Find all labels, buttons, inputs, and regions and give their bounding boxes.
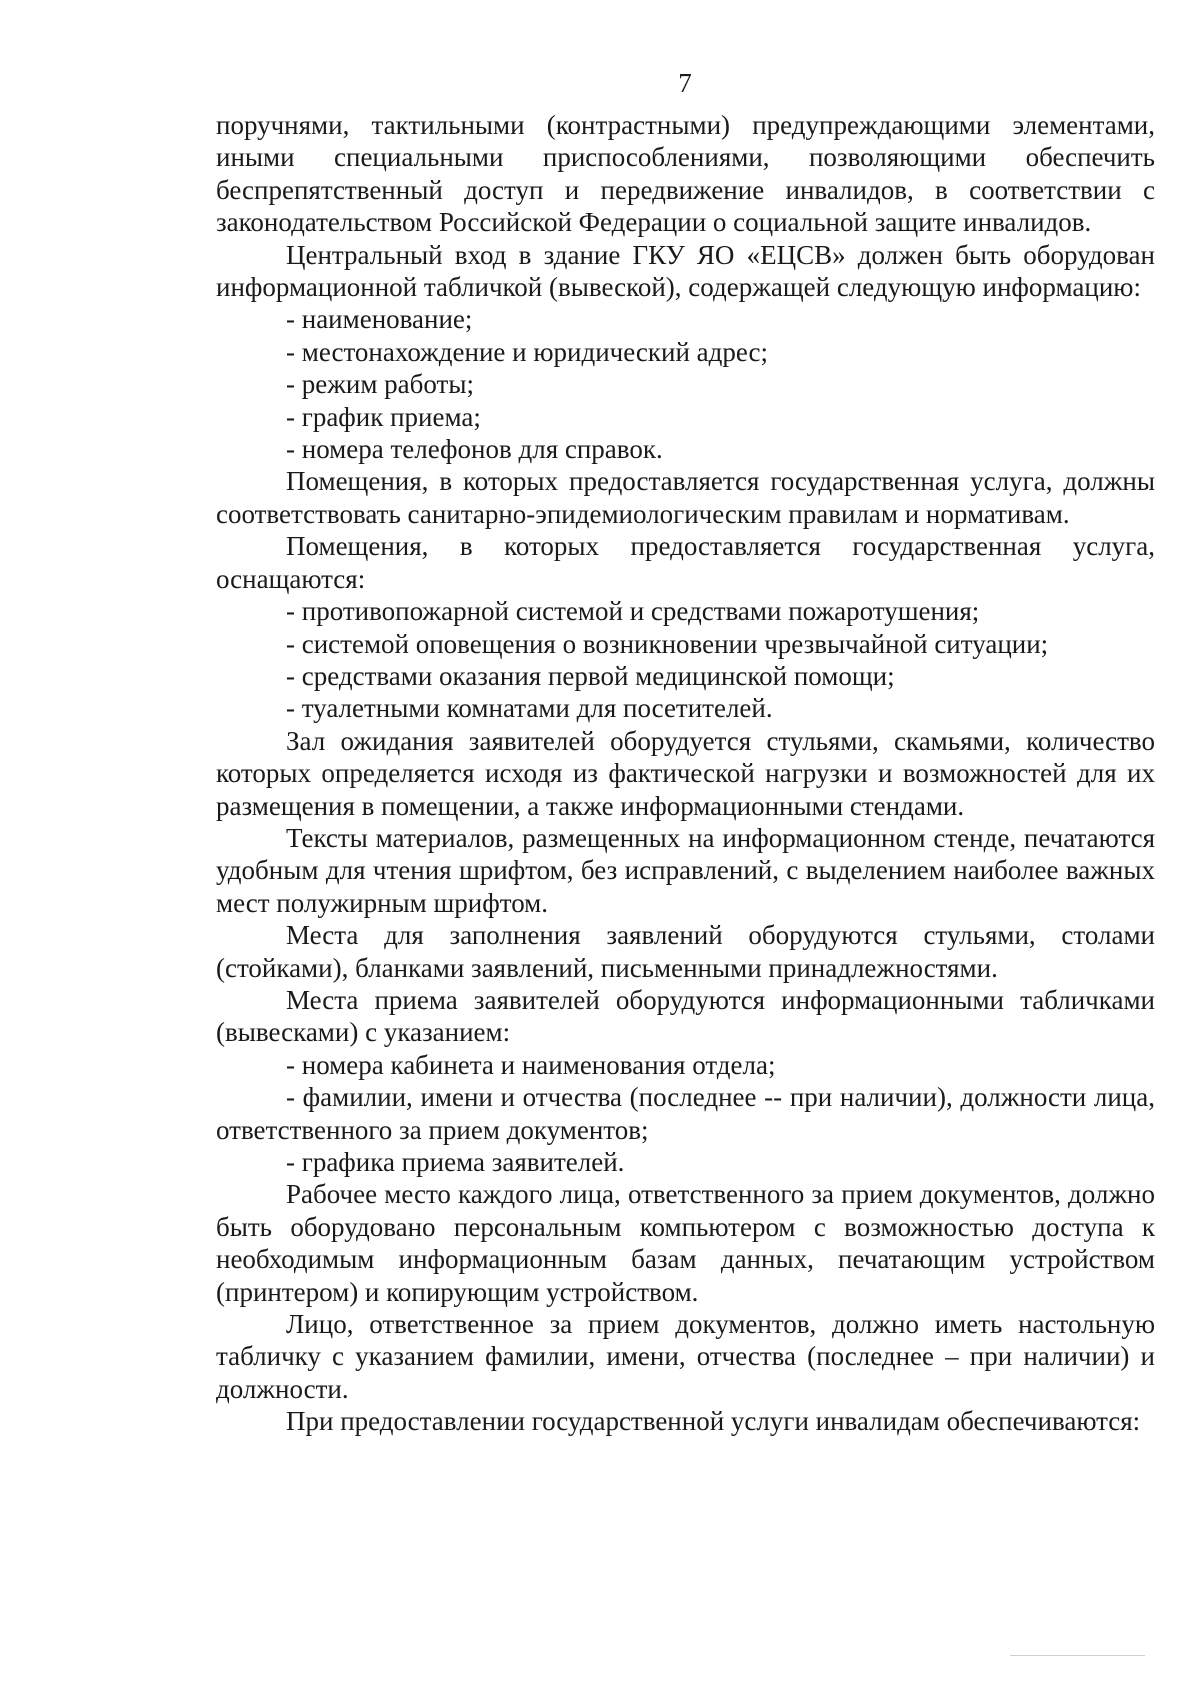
document-body [216, 109, 1155, 1438]
paragraph-continuation: поручнями, тактильными (контрастными) предупреждающими элементами, иными специальными приспособлениями, позволяющими обеспечить беспрепятственный доступ и передвижение инвалидов, в соответствии с законодательством Российской Федерации о социальной защите инвалидов. [216, 110, 1155, 238]
list-item: - номера телефонов для справок. [286, 434, 663, 465]
list-item: - режим работы; [286, 369, 474, 400]
list-item: - графика приема заявителей. [286, 1147, 625, 1177]
paragraph: Зал ожидания заявителей оборудуется стульями, скамьями, количество которых определяется исходя из фактической нагрузки и возможностей для их размещения в помещении, а также информационными стендами. [216, 725, 1155, 821]
list-item: - номера кабинета и наименования отдела; [286, 1049, 776, 1080]
list-item: - наименование; [286, 304, 473, 335]
paragraph: При предоставлении государственной услуги инвалидам обеспечиваются: [286, 1406, 1141, 1437]
paragraph: Помещения, в которых предоставляется государственная услуга, оснащаются: [216, 531, 1155, 594]
list-item: - туалетными комнатами для посетителей. [286, 693, 773, 724]
paragraph: Лицо, ответственное за прием документов, должно иметь настольную табличку с указанием фамилии, имени, отчества (последнее – при наличии) и должности. [216, 1309, 1155, 1404]
list-item: - системой оповещения о возникновении чрезвычайной ситуации; [286, 628, 1049, 659]
list-item: - график приема; [286, 401, 481, 432]
paragraph: Места для заполнения заявлений оборудуются стульями, столами (стойками), бланками заявлений, письменными принадлежностями. [216, 920, 1155, 983]
list-item: - местонахождение и юридический адрес; [286, 336, 769, 367]
paragraph: Тексты материалов, размещенных на информационном стенде, печатаются удобным для чтения шрифтом, без исправлений, с выделением наиболее важных мест полужирным шрифтом. [216, 822, 1155, 918]
list-item: - средствами оказания первой медицинской помощи; [286, 660, 895, 691]
paragraph: Помещения, в которых предоставляется государственная услуга, должны соответствовать санитарно-эпидемиологическим правилам и нормативам. [216, 466, 1155, 529]
scan-artifact-line [1010, 1655, 1145, 1656]
paragraph: Центральный вход в здание ГКУ ЯО «ЕЦСВ» должен быть оборудован информационной табличкой (вывеской), содержащей следующую информацию: [216, 239, 1155, 303]
list-item: - фамилии, имени и отчества (последнее -- при наличии), должности лица, ответственного за прием документов; [216, 1082, 1155, 1145]
paragraph: Рабочее место каждого лица, ответственного за прием документов, должно быть оборудовано персональным компьютером с возможностью доступа к необходимым информационным базам данных, печатающим устройством (принтером) и копирующим устройством. [216, 1179, 1155, 1307]
page-number: 7 [678, 68, 692, 98]
list-item: - противопожарной системой и средствами пожаротушения; [286, 596, 980, 627]
paragraph: Места приема заявителей оборудуются информационными табличками (вывесками) с указанием: [216, 984, 1155, 1048]
